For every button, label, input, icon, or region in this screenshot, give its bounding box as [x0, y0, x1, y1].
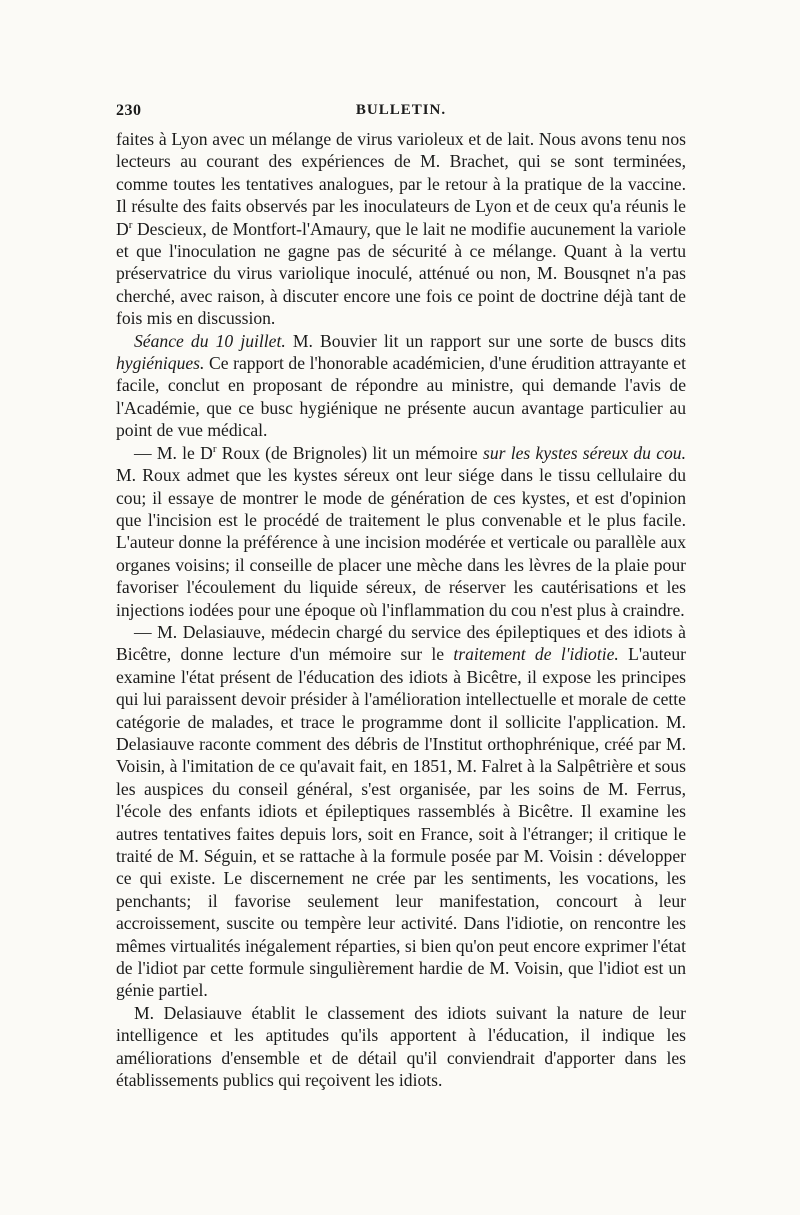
paragraph-text: Ce rapport de l'honorable académicien, d'une érudition attrayante et facile, conclut en proposant de répondre au ministre, qui demande l'avis de l'Académie, que ce busc hygiénique ne présente aucun avantage particulier au point de vue médical. [116, 353, 686, 441]
page-number: 230 [116, 102, 142, 119]
paragraph-text: M. Roux admet que les kystes séreux ont leur siége dans le tissu cellulaire du cou; il essaye de montrer le mode de génération de ces kystes, et est d'opinion que l'incision est le procédé de traitement le plus convenable et le plus facile. L'auteur donne la préférence à une incision modérée et verticale ou parallèle aux organes voisins; il conseille de placer une mèche dans les lèvres de la plaie pour favoriser l'écoulement du liquide séreux, de réserver les cautérisations et les injections iodées pour une époque où l'inflammation du cou n'est plus à craindre. [116, 465, 686, 620]
paragraph-continued [116, 128, 686, 330]
paragraph-text: Roux (de Brignoles) lit un mémoire [216, 442, 483, 463]
paragraph-roux [116, 442, 686, 621]
paragraph-text: — M. le D [134, 442, 213, 463]
paragraph-text: Descieux, de Montfort-l'Amaury, que le lait ne modifie aucunement la variole et que l'inoculation ne gagne pas de sécurité à ce mélange. Quant à la vertu préservatrice du virus variolique inoculé, atténué ou non, M. Bousqnet n'a pas cherché, avec raison, à discuter encore une fois ce point de doctrine déjà tant de fois mis en discussion. [116, 218, 686, 329]
session-date: Séance du 10 juillet. [134, 330, 286, 351]
memoir-title: sur les kystes séreux du cou. [482, 442, 686, 463]
memoir-title: traitement de l'idiotie. [453, 644, 619, 665]
paragraph-text: M. Delasiauve établit le classement des idiots suivant la nature de leur intelligence et les aptitudes qu'ils apportent à l'éducation, il indique les améliorations d'ensemble et de détail qu'il conviendrait d'apporter dans les établissements publics qui reçoivent les idiots. [116, 1002, 686, 1091]
paragraph-text: — M. Delasiauve, médecin chargé du service des épileptiques et des idiots à Bicêtre, donne lecture d'un mémoire sur le [116, 621, 686, 665]
superscript: r [212, 442, 217, 455]
superscript: r [128, 218, 133, 231]
running-head [116, 102, 686, 126]
paragraph-text: faites à Lyon avec un mélange de virus varioleux et de lait. Nous avons tenu nos lecteurs au courant des expériences de M. Brachet, qui se sont terminées, comme toutes les tentatives analogues, par le retour à la pratique de la vaccine. Il résulte des faits observés par les inoculateurs de Lyon et de ceux qu'a réunis le D [116, 129, 686, 239]
paragraph-delasiauve [116, 621, 686, 1002]
running-title: BULLETIN. [355, 102, 447, 118]
paragraph-text: L'auteur examine l'état présent de l'éducation des idiots à Bicêtre, il expose les principes qui lui paraissent devoir présider à l'amélioration intellectuelle et morale de cette catégorie de malades, et trace le programme dont il sollicite l'application. M. Delasiauve raconte comment des débris de l'Institut orthophrénique, créé par M. Voisin, à l'imitation de ce qu'avait fait, en 1851, M. Falret à la Salpêtrière et sous les auspices du conseil général, s'est organisée, par les soins de M. Ferrus, l'école des enfants idiots et épileptiques rassemblés à Bicêtre. Il examine les autres tentatives faites depuis lors, soit en France, soit à l'étranger; il critique le traité de M. Séguin, et se rattache à la formule posée par M. Voisin : développer ce qui existe. Le discernement ne crée par les sentiments, les vocations, les penchants; il favorise seulement leur manifestation, concourt à leur accroissement, suscite ou tempère leur activité. Dans l'idiotie, on rencontre les mêmes virtualités inégalement réparties, si bien qu'on peut encore exprimer l'état de l'idiot par cette formule singulièrement hardie de M. Voisin, que l'idiot est un génie partiel. [116, 644, 686, 1001]
body-text [116, 128, 686, 1091]
paragraph-classement [116, 1002, 686, 1092]
paragraph-text: M. Bouvier lit un rapport sur une sorte de buscs dits [285, 330, 686, 351]
italic-term: hygiéniques. [116, 353, 205, 374]
paragraph-seance [116, 330, 686, 442]
